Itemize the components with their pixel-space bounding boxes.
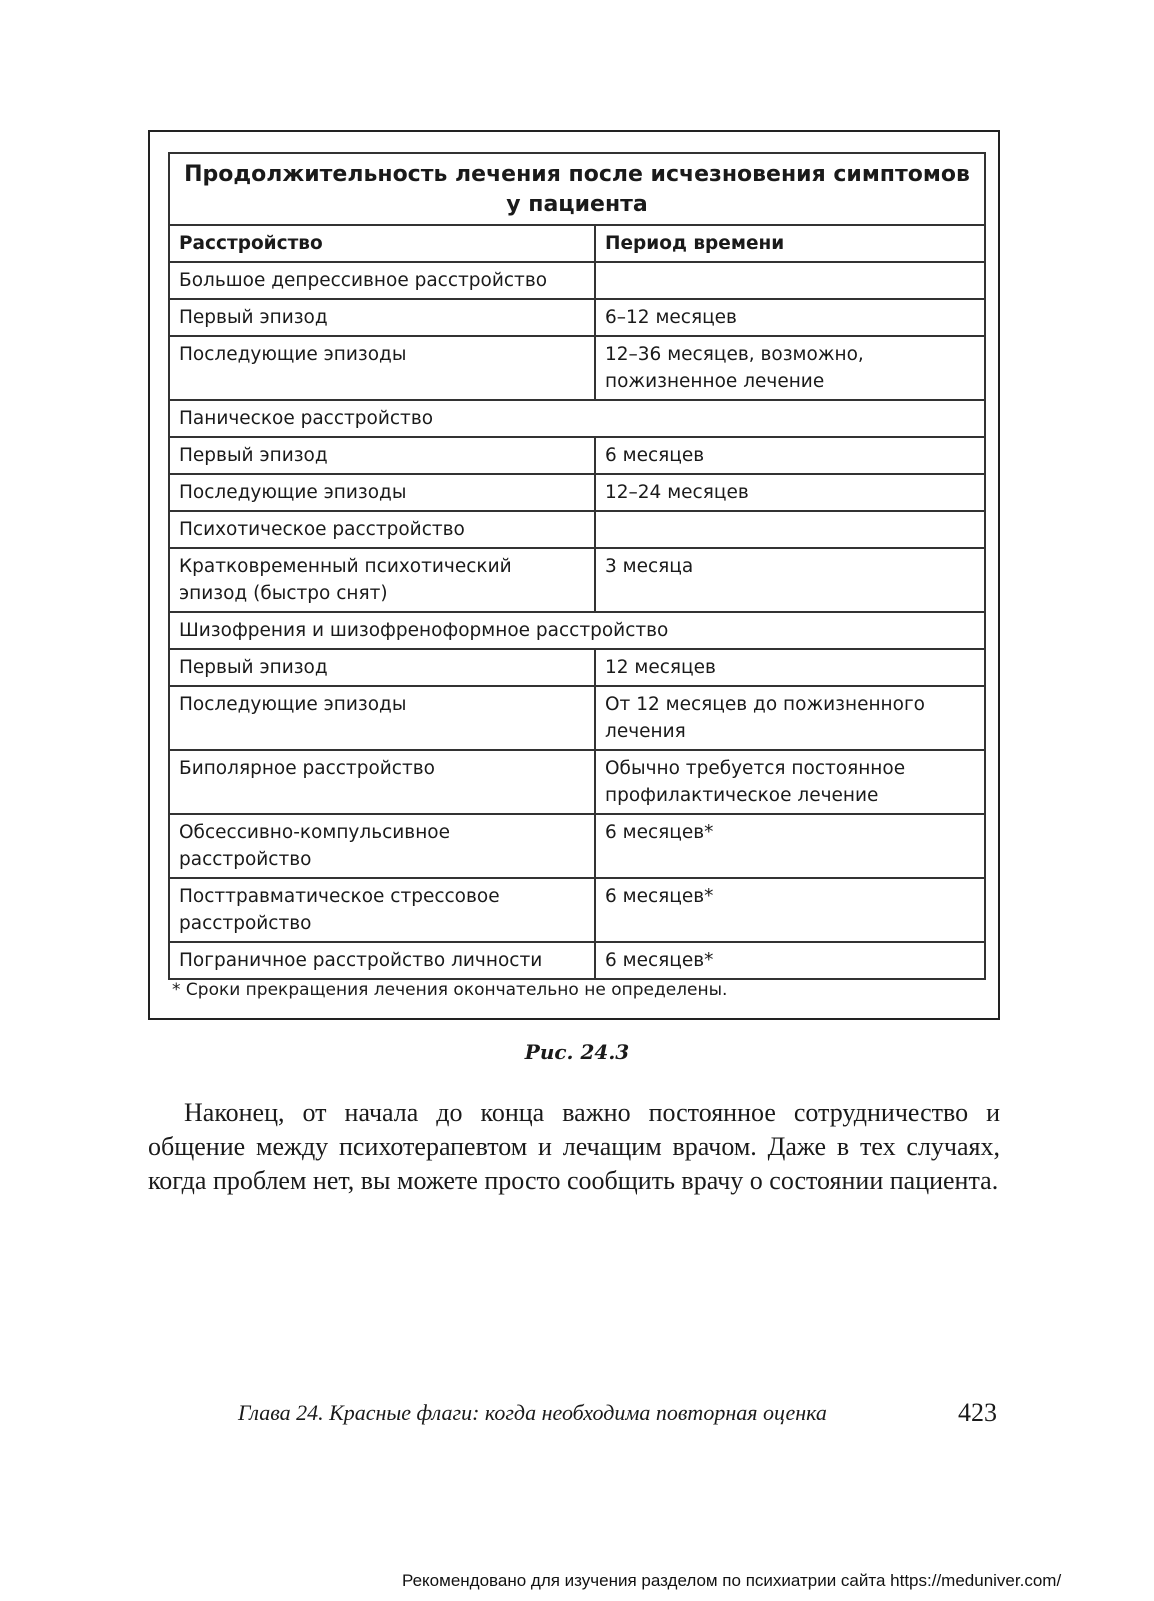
treatment-duration-table: [168, 152, 986, 980]
period-cell: 6 месяцев*: [595, 878, 985, 942]
table-row: [169, 612, 985, 649]
running-head: Глава 24. Красные флаги: когда необходима повторная оценка: [238, 1400, 827, 1425]
disorder-cell: Кратковременный психотический эпизод (быстро снят): [169, 548, 595, 612]
table-row: [169, 942, 985, 979]
table-row: [169, 299, 985, 336]
disorder-cell: Биполярное расстройство: [169, 750, 595, 814]
disorder-cell: Психотическое расстройство: [169, 511, 595, 548]
period-cell: 12–24 месяцев: [595, 474, 985, 511]
disorder-cell: Большое депрессивное расстройство: [169, 262, 595, 299]
table-row: [169, 400, 985, 437]
period-cell: [595, 262, 985, 299]
table-row: [169, 474, 985, 511]
disorder-cell: Пограничное расстройство личности: [169, 942, 595, 979]
page-number: 423: [958, 1398, 997, 1427]
disorder-cell: Последующие эпизоды: [169, 686, 595, 750]
table-row: [169, 750, 985, 814]
group-heading-cell: Шизофрения и шизофреноформное расстройство: [169, 612, 985, 649]
disorder-cell: Первый эпизод: [169, 299, 595, 336]
table-row: [169, 814, 985, 878]
disorder-cell: Первый эпизод: [169, 649, 595, 686]
period-cell: 3 месяца: [595, 548, 985, 612]
table-row: [169, 649, 985, 686]
disorder-cell: Последующие эпизоды: [169, 336, 595, 400]
period-cell: 6–12 месяцев: [595, 299, 985, 336]
period-cell: 6 месяцев: [595, 437, 985, 474]
table-row: [169, 336, 985, 400]
table-footnote: * Сроки прекращения лечения окончательно не определены.: [172, 980, 728, 1000]
period-cell: 12 месяцев: [595, 649, 985, 686]
period-cell: 6 месяцев*: [595, 942, 985, 979]
watermark-text: Рекомендовано для изучения разделом по психиатрии сайта https://meduniver.com/: [402, 1571, 1062, 1590]
table-row: [169, 548, 985, 612]
body-paragraph: Наконец, от начала до конца важно постоянное сотрудничество и общение между психотерапевтом и лечащим врачом. Даже в тех случаях, когда проблем нет, вы можете просто сообщить врачу о состоянии пациента.: [148, 1098, 1000, 1195]
figure-frame: [148, 130, 1000, 1020]
table-row: [169, 262, 985, 299]
period-cell: От 12 месяцев до пожизненного лечения: [595, 686, 985, 750]
period-cell: 6 месяцев*: [595, 814, 985, 878]
header-disorder: Расстройство: [169, 225, 595, 262]
disorder-cell: Первый эпизод: [169, 437, 595, 474]
group-heading-cell: Паническое расстройство: [169, 400, 985, 437]
figure-caption: Рис. 24.3: [524, 1040, 630, 1064]
table-row: [169, 686, 985, 750]
table-row: [169, 437, 985, 474]
period-cell: 12–36 месяцев, возможно, пожизненное лечение: [595, 336, 985, 400]
disorder-cell: Последующие эпизоды: [169, 474, 595, 511]
period-cell: Обычно требуется постоянное профилактическое лечение: [595, 750, 985, 814]
header-period: Период времени: [595, 225, 985, 262]
disorder-cell: Посттравматическое стрессовое расстройство: [169, 878, 595, 942]
table-title: Продолжительность лечения после исчезновения симптомов у пациента: [169, 153, 985, 225]
table-row: [169, 878, 985, 942]
disorder-cell: Обсессивно-компульсивное расстройство: [169, 814, 595, 878]
period-cell: [595, 511, 985, 548]
table-row: [169, 511, 985, 548]
